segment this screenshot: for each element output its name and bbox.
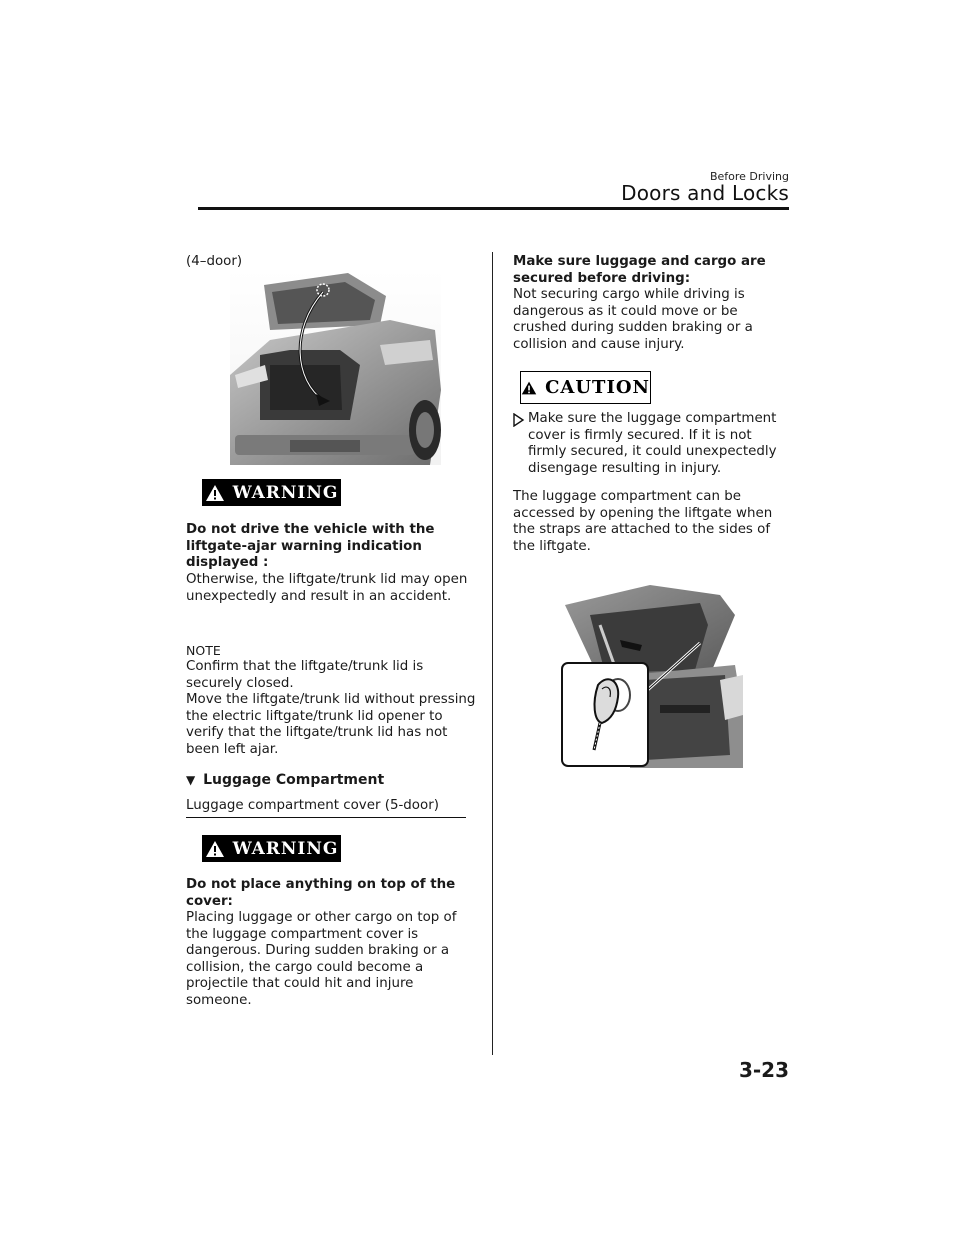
caution-bullet-text: Make sure the luggage compartment cover is firmly secured. If it is not firmly secured, it could unexpectedly disengage resulting in injury. <box>528 411 777 476</box>
note-line-2: Move the liftgate/trunk lid without pressing the electric liftgate/trunk lid opener to verify that the liftgate/trunk lid has not been left ajar. <box>186 692 476 757</box>
warning-triangle-icon <box>205 840 225 858</box>
warning-label-2 <box>202 835 341 862</box>
caution-label-text: CAUTION <box>545 377 650 398</box>
note-line-1: Confirm that the liftgate/trunk lid is securely closed. <box>186 659 424 691</box>
caution-bullet <box>513 411 793 477</box>
luggage-access-paragraph: The luggage compartment can be accessed by opening the liftgate when the straps are attached to the sides of the liftgate. <box>513 489 773 554</box>
page-number: 3-23 <box>738 1058 789 1082</box>
right-warning-body: Not securing cargo while driving is dangerous as it could move or be crushed during sudden braking or a collision and cause injury. <box>513 287 753 352</box>
header-chapter-title: Doors and Locks <box>621 181 789 205</box>
subsection-title-cover <box>186 798 466 818</box>
right-warning-heading: Make sure luggage and cargo are secured before driving: <box>513 254 766 286</box>
note-label: NOTE <box>186 643 221 658</box>
warning1-body: Otherwise, the liftgate/trunk lid may open unexpectedly and result in an accident. <box>186 572 468 604</box>
liftgate-strap-illustration <box>560 585 743 768</box>
caution-label <box>520 371 651 404</box>
subsection-title-text: Luggage compartment cover (5-door) <box>186 798 466 818</box>
warning-label-text: WARNING <box>232 482 339 503</box>
figure-caption-4door: (4–door) <box>186 254 243 269</box>
caution-triangle-icon <box>521 379 537 397</box>
section-heading-luggage <box>186 772 384 789</box>
column-divider <box>492 252 493 1055</box>
warning-triangle-icon <box>205 484 225 502</box>
section-title: Luggage Compartment <box>203 772 385 788</box>
bullet-arrow-icon <box>513 413 525 427</box>
header-divider <box>198 207 789 210</box>
warning2-heading: Do not place anything on top of the cover: <box>186 877 456 909</box>
warning-label-1 <box>202 479 341 506</box>
warning1-heading: Do not drive the vehicle with the liftgate-ajar warning indication displayed : <box>186 522 435 571</box>
sedan-trunk-photo <box>230 270 441 465</box>
trunk-open-illustration <box>230 270 441 465</box>
warning2-body: Placing luggage or other cargo on top of the luggage compartment cover is dangerous. During sudden braking or a collision, the cargo could become a projectile that could hit and injure someone. <box>186 910 457 1008</box>
warning-label-text: WARNING <box>232 838 339 859</box>
liftgate-strap-photo <box>560 585 743 768</box>
header-section-title: Before Driving <box>709 170 789 183</box>
section-marker-icon: ▼ <box>186 773 196 787</box>
